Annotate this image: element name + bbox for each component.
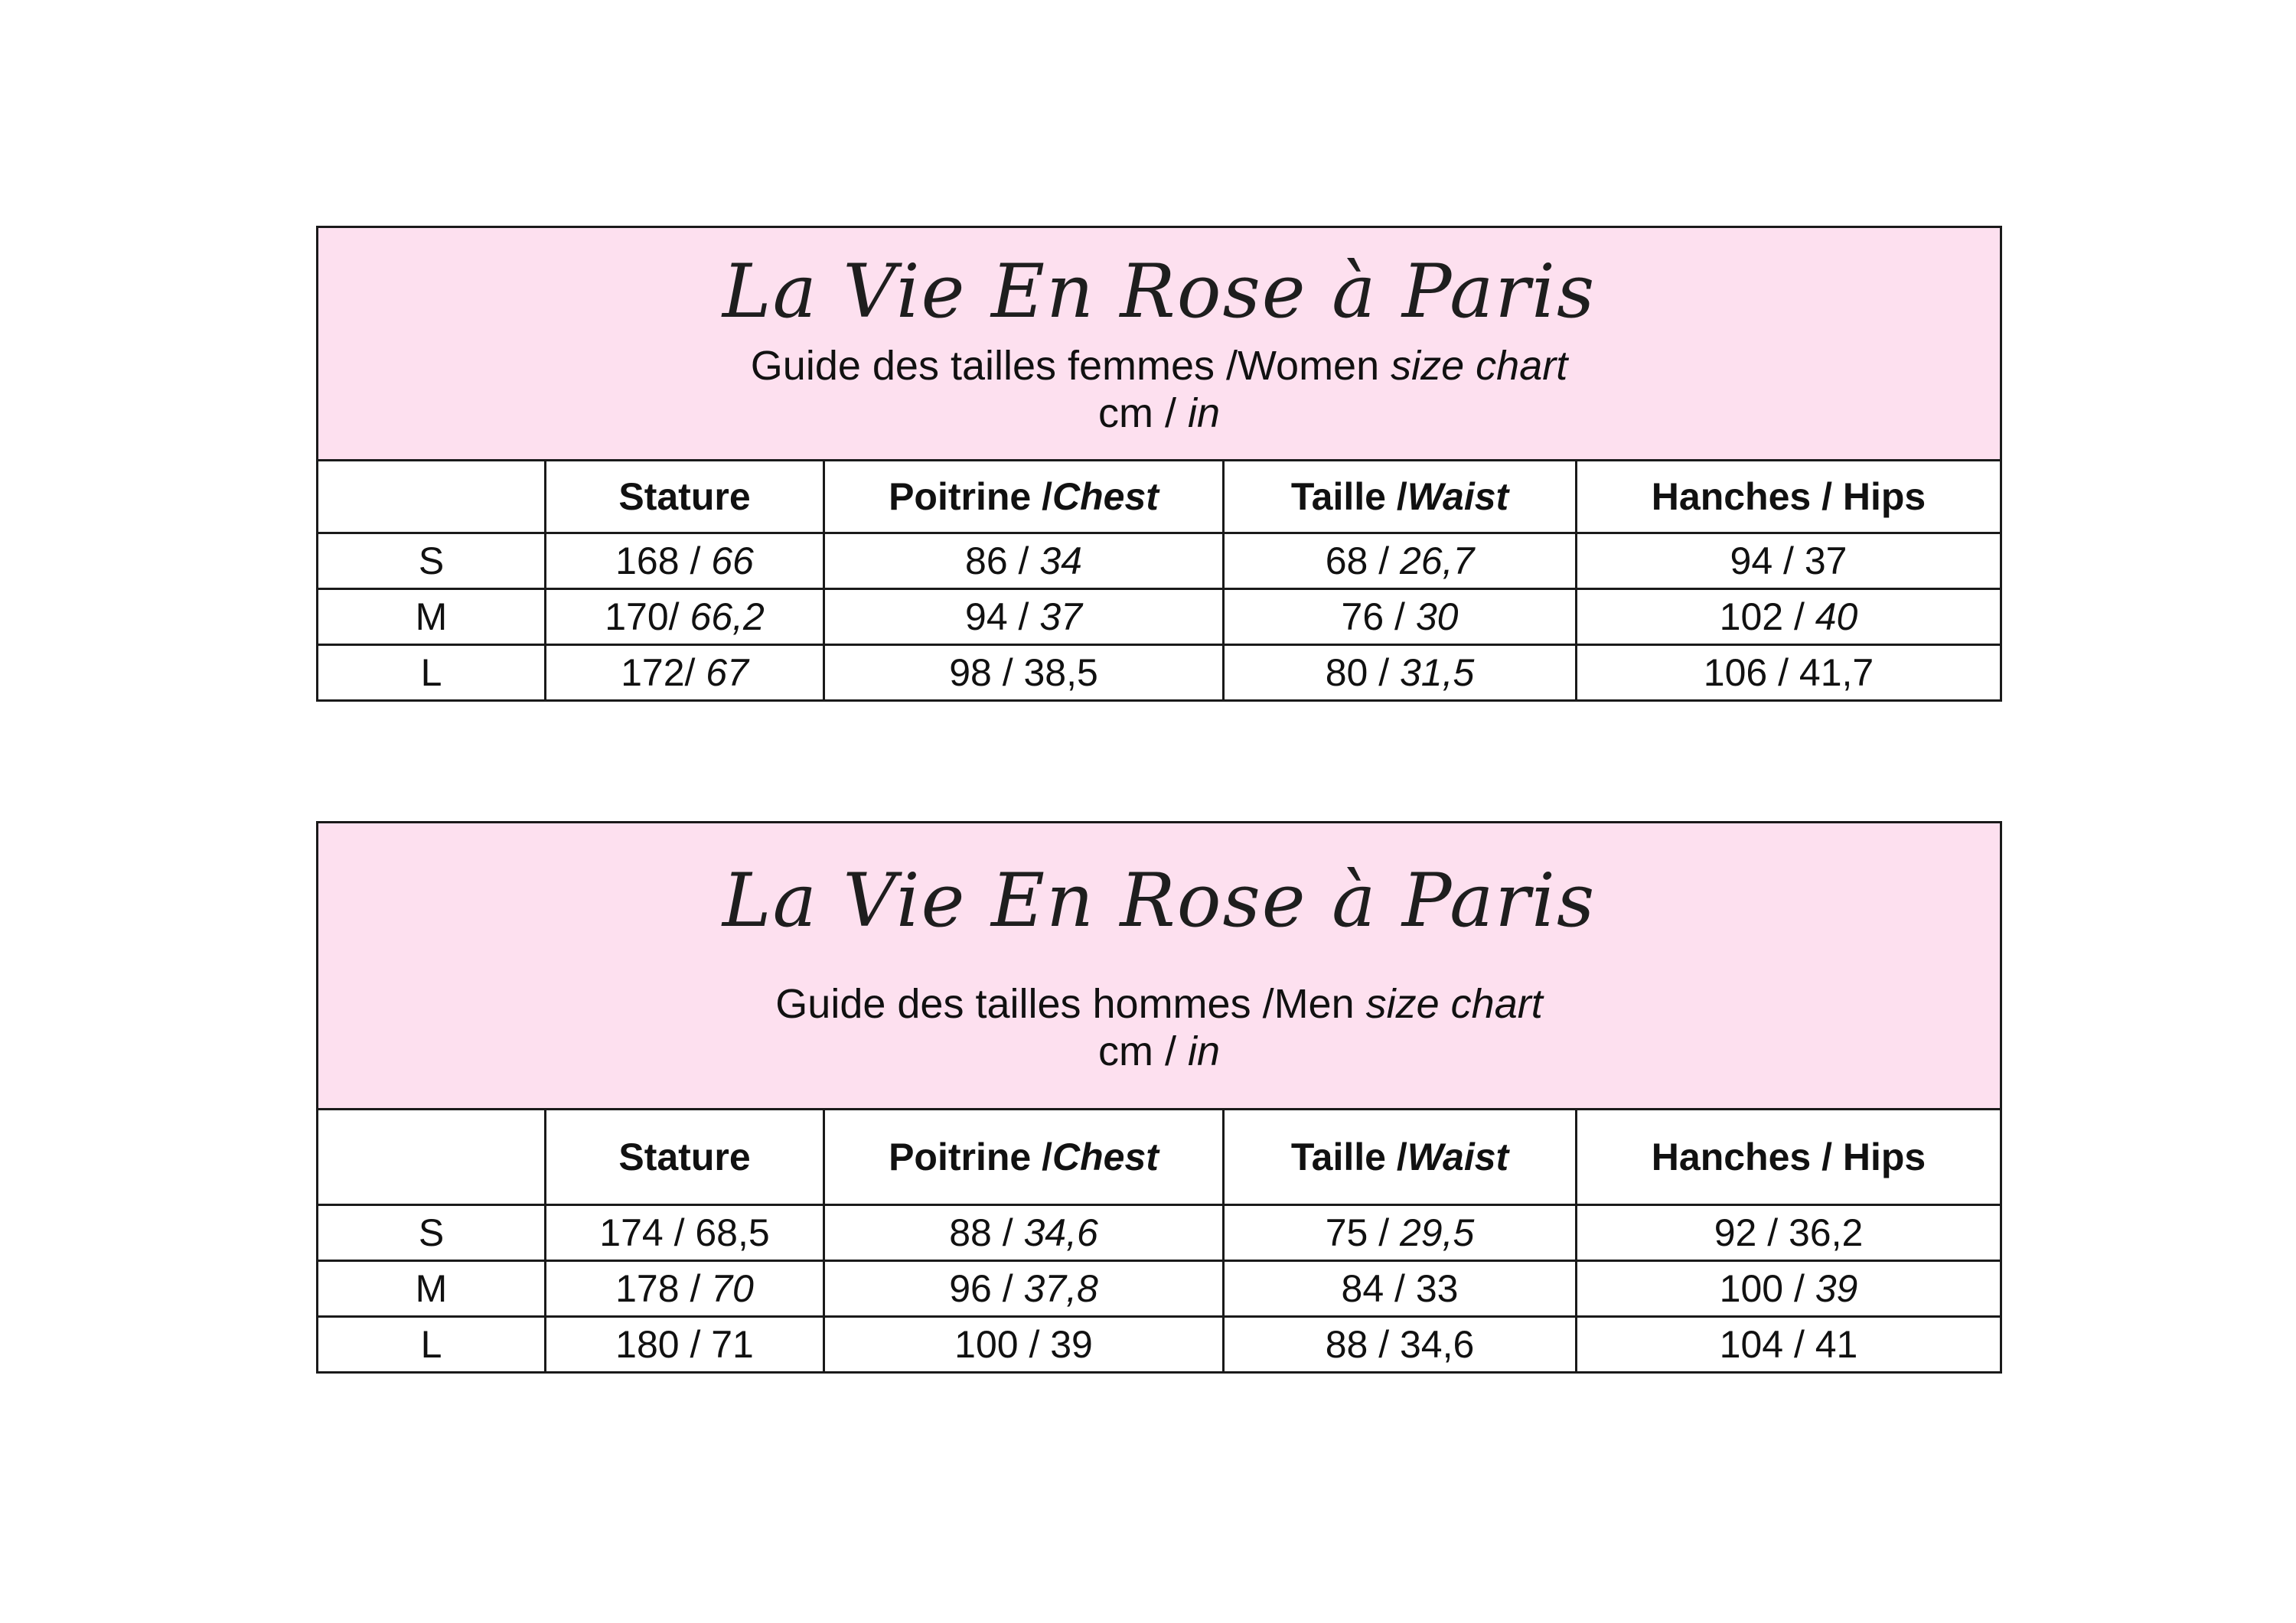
- column-header-waist: [1224, 1110, 1577, 1205]
- size-label: S: [318, 533, 546, 589]
- stature-cell: [546, 645, 824, 701]
- column-header-waist-en: Waist: [1407, 1136, 1509, 1178]
- waist-cell: [1224, 533, 1577, 589]
- cell-cm: 92 / 36,2: [1714, 1211, 1864, 1254]
- chart-subtitle: [318, 980, 2000, 1028]
- column-header-waist-en: Waist: [1407, 475, 1509, 518]
- cell-in: 30: [1415, 595, 1459, 638]
- size-label: S: [318, 1205, 546, 1261]
- waist-cell: [1224, 645, 1577, 701]
- stature-cell: [546, 533, 824, 589]
- column-header-hips: Hanches / Hips: [1577, 461, 2001, 533]
- cell-cm: 100 /: [1719, 1267, 1815, 1310]
- women-size-chart: [316, 226, 2002, 702]
- cell-cm: 88 /: [949, 1211, 1024, 1254]
- waist-cell: [1224, 589, 1577, 645]
- chest-cell: [824, 1205, 1224, 1261]
- column-header-chest: [824, 461, 1224, 533]
- waist-cell: [1224, 1261, 1577, 1317]
- brand-title: La Vie En Rose à Paris: [722, 248, 1596, 334]
- table-row: [318, 645, 2001, 701]
- cell-in: 39: [1815, 1267, 1858, 1310]
- column-header-chest-fr: Poitrine /: [889, 475, 1052, 518]
- column-header-stature: Stature: [546, 461, 824, 533]
- size-label: L: [318, 1317, 546, 1373]
- column-header-row: [318, 461, 2001, 533]
- subtitle-italic: size chart: [1365, 980, 1543, 1027]
- units-text: cm /: [1097, 1028, 1188, 1074]
- subtitle-text: Guide des tailles hommes /Men: [775, 980, 1366, 1027]
- hips-cell: [1577, 1205, 2001, 1261]
- cell-cm: 75 /: [1325, 1211, 1400, 1254]
- chest-cell: [824, 1317, 1224, 1373]
- cell-in: 37: [1039, 595, 1082, 638]
- chart-header: [318, 823, 2001, 1110]
- cell-in: 67: [706, 651, 748, 694]
- cell-cm: 172/: [621, 651, 706, 694]
- cell-cm: 98 / 38,5: [949, 651, 1098, 694]
- cell-in: 26,7: [1399, 539, 1475, 582]
- stature-cell: [546, 1317, 824, 1373]
- size-label: L: [318, 645, 546, 701]
- cell-cm: 96 /: [949, 1267, 1024, 1310]
- subtitle-italic: size chart: [1391, 342, 1568, 389]
- units-italic: in: [1187, 1028, 1221, 1074]
- stature-cell: [546, 1261, 824, 1317]
- cell-cm: 100 / 39: [954, 1323, 1093, 1366]
- cell-cm: 174 / 68,5: [599, 1211, 770, 1254]
- size-label: M: [318, 589, 546, 645]
- cell-cm: 80 /: [1325, 651, 1400, 694]
- cell-cm: 102 /: [1719, 595, 1815, 638]
- cell-in: 70: [711, 1267, 754, 1310]
- size-label: M: [318, 1261, 546, 1317]
- chart-units: [318, 1028, 2000, 1075]
- table-row: [318, 589, 2001, 645]
- chart-header-row: [318, 823, 2001, 1110]
- stature-cell: [546, 589, 824, 645]
- column-header-size: [318, 1110, 546, 1205]
- cell-in: 31,5: [1399, 651, 1475, 694]
- column-header-stature: Stature: [546, 1110, 824, 1205]
- cell-in: 37,8: [1023, 1267, 1098, 1310]
- chart-subtitle: [318, 342, 2000, 389]
- chart-header-row: [318, 227, 2001, 461]
- cell-in: 40: [1815, 595, 1858, 638]
- column-header-size: [318, 461, 546, 533]
- table-row: [318, 533, 2001, 589]
- chest-cell: [824, 1261, 1224, 1317]
- column-header-hips: Hanches / Hips: [1577, 1110, 2001, 1205]
- chest-cell: [824, 533, 1224, 589]
- cell-cm: 76 /: [1341, 595, 1416, 638]
- table-row: [318, 1205, 2001, 1261]
- cell-cm: 104 / 41: [1719, 1323, 1858, 1366]
- subtitle-text: Guide des tailles femmes /Women: [750, 342, 1391, 389]
- brand-title: La Vie En Rose à Paris: [722, 857, 1596, 943]
- waist-cell: [1224, 1317, 1577, 1373]
- chest-cell: [824, 589, 1224, 645]
- waist-cell: [1224, 1205, 1577, 1261]
- column-header-waist-fr: Taille /: [1290, 475, 1407, 518]
- cell-cm: 170/: [605, 595, 690, 638]
- units-italic: in: [1187, 390, 1221, 436]
- cell-in: 34: [1039, 539, 1082, 582]
- stature-cell: [546, 1205, 824, 1261]
- cell-in: 66,2: [690, 595, 765, 638]
- cell-cm: 94 /: [965, 595, 1040, 638]
- cell-in: 66: [711, 539, 754, 582]
- cell-cm: 86 /: [965, 539, 1040, 582]
- column-header-waist-fr: Taille /: [1290, 1136, 1407, 1178]
- column-header-chest: [824, 1110, 1224, 1205]
- cell-cm: 94 / 37: [1730, 539, 1848, 582]
- cell-cm: 178 /: [615, 1267, 712, 1310]
- chart-header: [318, 227, 2001, 461]
- hips-cell: [1577, 645, 2001, 701]
- cell-cm: 180 / 71: [615, 1323, 754, 1366]
- men-size-chart: [316, 821, 2002, 1374]
- table-row: [318, 1261, 2001, 1317]
- chart-units: [318, 389, 2000, 437]
- column-header-row: [318, 1110, 2001, 1205]
- cell-cm: 68 /: [1325, 539, 1400, 582]
- column-header-chest-en: Chest: [1052, 475, 1159, 518]
- column-header-chest-fr: Poitrine /: [889, 1136, 1052, 1178]
- cell-in: 29,5: [1399, 1211, 1475, 1254]
- cell-cm: 84 / 33: [1341, 1267, 1459, 1310]
- column-header-waist: [1224, 461, 1577, 533]
- cell-in: 34,6: [1023, 1211, 1098, 1254]
- hips-cell: [1577, 589, 2001, 645]
- cell-cm: 106 / 41,7: [1703, 651, 1874, 694]
- cell-cm: 168 /: [615, 539, 712, 582]
- column-header-chest-en: Chest: [1052, 1136, 1159, 1178]
- cell-cm: 88 / 34,6: [1325, 1323, 1475, 1366]
- chest-cell: [824, 645, 1224, 701]
- table-row: [318, 1317, 2001, 1373]
- units-text: cm /: [1097, 390, 1188, 436]
- hips-cell: [1577, 1317, 2001, 1373]
- hips-cell: [1577, 533, 2001, 589]
- hips-cell: [1577, 1261, 2001, 1317]
